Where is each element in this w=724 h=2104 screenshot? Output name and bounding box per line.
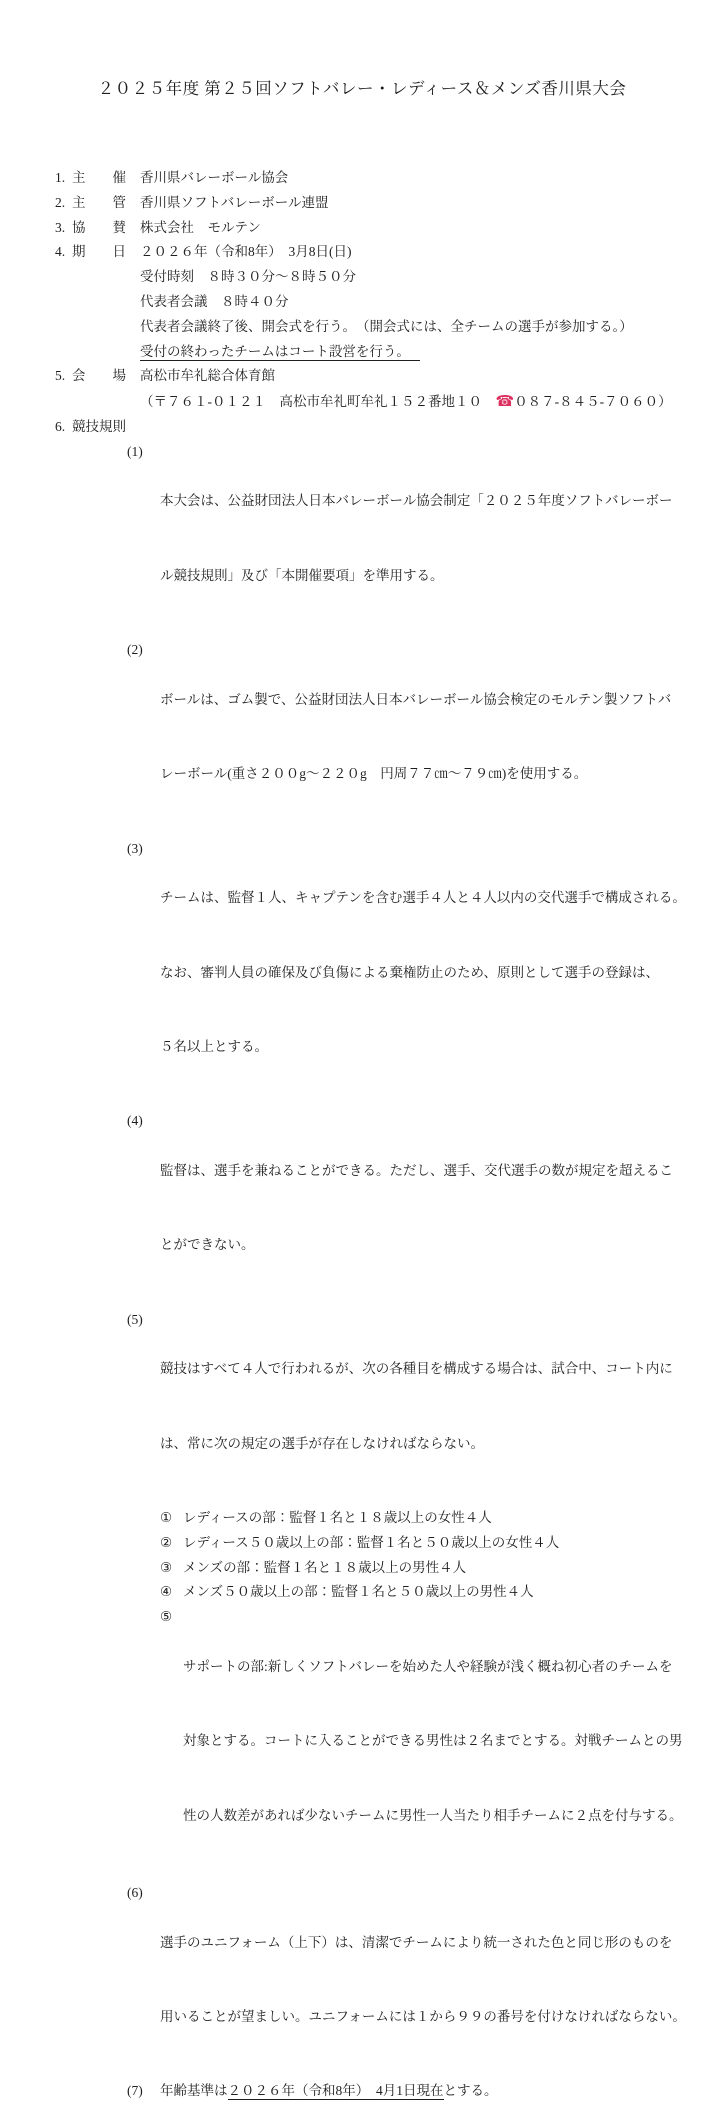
rule-4-text xyxy=(160,1109,673,1307)
category-mens xyxy=(55,1556,724,1581)
rule-1-text xyxy=(160,440,672,638)
item-date-number: 4. xyxy=(55,244,66,260)
category-ladies-50-number: ② xyxy=(160,1534,173,1550)
item-venue-value: 高松市牟礼総合体育館 xyxy=(140,368,275,384)
rule-6-number: (6) xyxy=(127,1884,143,1900)
category-ladies-50-text: レディース５０歳以上の部：監督１名と５０歳以上の女性４人 xyxy=(183,1534,560,1550)
rule-5-number: (5) xyxy=(127,1311,143,1327)
item-date-label: 期 日 xyxy=(72,244,126,260)
item-host-label: 主 催 xyxy=(72,170,126,185)
rule-3 xyxy=(55,837,724,1110)
category-support-number: ⑤ xyxy=(160,1609,173,1625)
category-support-text xyxy=(183,1605,683,1878)
date-captains-meeting: 代表者会議 ８時４０分 xyxy=(140,293,289,309)
category-ladies-50 xyxy=(55,1531,724,1556)
venue-address-line xyxy=(140,389,724,415)
rule-1 xyxy=(55,440,724,638)
rule-6 xyxy=(55,1881,724,2079)
item-host xyxy=(55,166,724,191)
category-support xyxy=(55,1605,724,1878)
rule-3-line-3: ５名以上とする。 xyxy=(160,1038,268,1054)
date-court-setup xyxy=(140,340,724,365)
rule-1-line-2: ル競技規則」及び「本開催要項」を準用する。 xyxy=(160,567,444,583)
item-admin xyxy=(55,191,724,216)
document-title: ２０２５年度 第２５回ソフトバレー・レディース＆メンズ香川県大会 xyxy=(97,79,627,98)
category-support-line-3: 性の人数差があれば少ないチームに男性一人当たり相手チームに２点を付与する。 xyxy=(183,1807,683,1823)
item-admin-value: 香川県ソフトバレーボール連盟 xyxy=(140,194,329,210)
category-mens-50-text: メンズ５０歳以上の部：監督１名と５０歳以上の男性４人 xyxy=(183,1584,534,1600)
rule-4 xyxy=(55,1109,724,1307)
document-page xyxy=(0,76,724,2099)
item-date xyxy=(55,240,724,265)
item-venue-number: 5. xyxy=(55,368,66,384)
rule-5-line-2: は、常に次の規定の選手が存在しなければならない。 xyxy=(160,1435,484,1451)
item-rules-number: 6. xyxy=(55,418,66,434)
date-reception-time: 受付時刻 ８時３０分～８時５０分 xyxy=(140,269,356,285)
rule-7-underlined-date: ２０２６年（令和8年） 4月1日現在 xyxy=(227,2083,444,2099)
item-admin-number: 2. xyxy=(55,194,66,210)
rule-4-line-1: 監督は、選手を兼ねることができる。ただし、選手、交代選手の数が規定を超えるこ xyxy=(160,1162,673,1178)
rule-6-text xyxy=(160,1881,686,2079)
rule-3-number: (3) xyxy=(127,840,143,856)
date-opening-ceremony: 代表者会議終了後、開会式を行う。 （開会式には、全チームの選手が参加する。） xyxy=(140,318,633,334)
category-ladies xyxy=(55,1506,724,1531)
item-sponsor xyxy=(55,216,724,241)
rule-1-line-1: 本大会は、公益財団法人日本バレーボール協会制定「２０２５年度ソフトバレーボー xyxy=(160,493,673,509)
category-mens-text: メンズの部：監督１名と１８歳以上の男性４人 xyxy=(183,1559,467,1575)
date-court-setup-underlined-text: 受付の終わったチームはコート設営を行う。 xyxy=(140,344,420,361)
rule-7-prefix: 年齢基準は xyxy=(160,2083,228,2099)
rule-2-text xyxy=(160,638,671,836)
rule-2-line-1: ボールは、ゴム製で、公益財団法人日本バレーボール協会検定のモルテン製ソフトバ xyxy=(160,691,672,707)
item-date-value: ２０２６年（令和8年） 3月8日(日) xyxy=(140,244,352,260)
category-ladies-number: ① xyxy=(160,1510,173,1526)
item-host-number: 1. xyxy=(55,170,66,185)
rule-2-line-2: レーボール(重さ２００g～２２０g 円周７７㎝～７９㎝)を使用する。 xyxy=(160,766,588,782)
rule-7 xyxy=(55,2079,724,2104)
item-sponsor-number: 3. xyxy=(55,219,66,235)
rule-3-line-2: なお、審判人員の確保及び負傷による棄権防止のため、原則として選手の登録は、 xyxy=(160,964,659,980)
item-sponsor-label: 協 賛 xyxy=(72,219,126,235)
rule-3-text xyxy=(160,837,686,1110)
category-mens-50-number: ④ xyxy=(160,1584,173,1600)
item-admin-label: 主 管 xyxy=(72,194,126,210)
rule-4-number: (4) xyxy=(127,1113,143,1129)
item-venue-label: 会 場 xyxy=(72,368,126,384)
rule-2 xyxy=(55,638,724,836)
category-mens-number: ③ xyxy=(160,1559,173,1575)
item-rules xyxy=(55,415,724,440)
rule-7-number: (7) xyxy=(127,2083,143,2099)
rule-2-number: (2) xyxy=(127,642,143,658)
category-mens-50 xyxy=(55,1580,724,1605)
rule-3-line-1: チームは、監督１人、キャプテンを含む選手４人と４人以内の交代選手で構成される。 xyxy=(160,890,686,906)
document-body xyxy=(55,166,724,2104)
item-venue xyxy=(55,364,724,389)
rule-7-suffix: とする。 xyxy=(443,2083,498,2099)
phone-icon: ☎ xyxy=(495,392,515,411)
rule-5-line-1: 競技はすべて４人で行われるが、次の各種目を構成する場合は、試合中、コート内に xyxy=(160,1361,673,1377)
rule-7-text xyxy=(160,2079,498,2104)
category-ladies-text: レディースの部：監督１名と１８歳以上の女性４人 xyxy=(183,1510,492,1526)
venue-phone-number: ０８７-８４５-７０６０） xyxy=(514,394,672,410)
category-support-line-2: 対象とする。コートに入ることができる男性は２名までとする。対戦チームとの男 xyxy=(183,1733,683,1749)
rule-5-text xyxy=(160,1308,673,1506)
rule-4-line-2: とができない。 xyxy=(160,1237,255,1253)
venue-address-text: （〒７６１-０１２１ 高松市牟礼町牟礼１５２番地１０ xyxy=(140,394,496,410)
item-rules-label: 競技規則 xyxy=(72,418,126,434)
item-host-value: 香川県バレーボール協会 xyxy=(140,170,289,185)
item-sponsor-value: 株式会社 モルテン xyxy=(140,219,261,235)
rule-6-line-2: 用いることが望ましい。ユニフォームには１から９９の番号を付けなければならない。 xyxy=(160,2008,686,2024)
rule-1-number: (1) xyxy=(127,443,143,459)
category-support-line-1: サポートの部:新しくソフトバレーを始めた人や経験が浅く概ね初心者のチームを xyxy=(183,1658,673,1674)
rule-6-line-1: 選手のユニフォーム（上下）は、清潔でチームにより統一された色と同じ形のものを xyxy=(160,1934,673,1950)
rule-5 xyxy=(55,1308,724,1506)
